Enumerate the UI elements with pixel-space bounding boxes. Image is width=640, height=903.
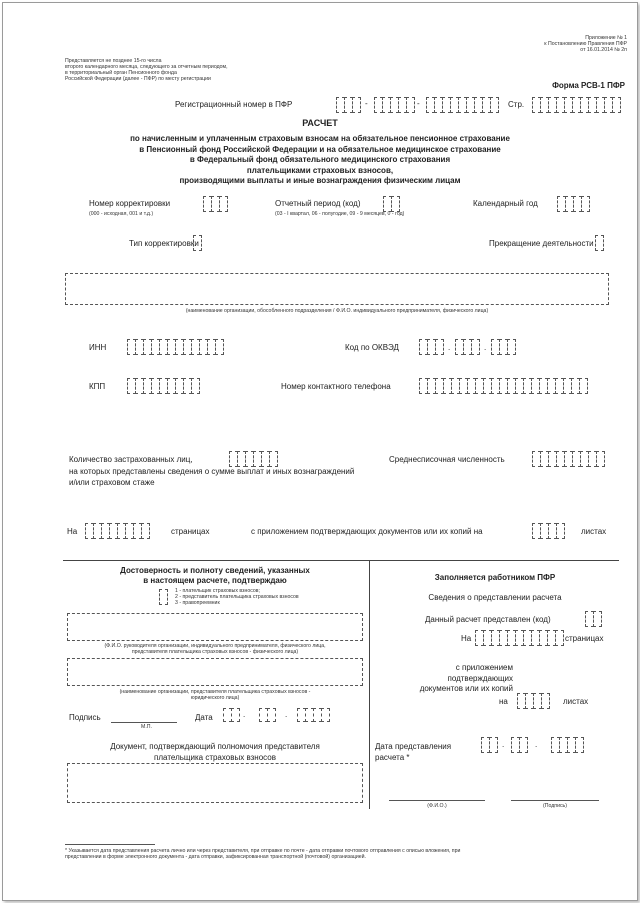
presented-code-label: Данный расчет представлен (код) [425, 615, 551, 624]
cell[interactable] [507, 339, 516, 355]
cell[interactable] [595, 235, 604, 251]
deadline-line: Представляется не позднее 15-го числа [65, 58, 162, 64]
cell[interactable] [391, 196, 400, 212]
headcount-cells[interactable] [532, 451, 604, 467]
submission-date-label [375, 741, 451, 763]
pfr-attachment-line: с приложением [455, 663, 513, 672]
signature-line[interactable] [111, 722, 177, 723]
cell[interactable] [612, 97, 621, 113]
authority-doc-title-line: плательщика страховых взносов [154, 753, 276, 762]
subtitle-line: плательщиками страховых взносов, [246, 165, 394, 175]
cell[interactable] [219, 196, 228, 212]
subtitle-line: в Федеральный фонд обязательного медицинского страхования [189, 155, 451, 164]
subtitle-line: по начисленным и уплаченным страховым взносам на обязательное пенсионное страхование [130, 134, 510, 143]
confirmation-title-line: Достоверность и полноту сведений, указанных [120, 566, 310, 575]
period-label: Отчетный период (код) [275, 199, 361, 208]
appendix-line: Приложение № 1 [585, 35, 627, 41]
cell[interactable] [406, 97, 415, 113]
org-name-hint: (наименование организации, обособленного подразделения / Ф.И.О. индивидуального предпринимателя, физического лица) [185, 308, 489, 314]
pfr-sheets-word: листах [563, 697, 589, 706]
authority-doc-title-line: Документ, подтверждающий полномочия представителя [110, 742, 320, 751]
insured-line: и/или страховом стаже [69, 478, 155, 487]
date-year-cells[interactable] [297, 708, 329, 722]
cell[interactable] [575, 737, 584, 753]
okved-part1[interactable] [419, 339, 443, 355]
pfr-fio-line[interactable] [389, 800, 485, 801]
pfr-pages-cells[interactable] [475, 630, 563, 646]
correction-hint: (000 - исходная, 001 и т.д.) [89, 211, 154, 217]
cell[interactable] [555, 630, 564, 646]
signer-fio-hint [67, 643, 363, 655]
termination-cell[interactable] [595, 235, 603, 251]
deadline-line: в территориальный орган Пенсионного фонда [65, 70, 177, 76]
subtitle-line: в Пенсионный фонд Российской Федерации и на обязательное медицинское страхование [139, 144, 501, 154]
page-number-cells[interactable] [532, 97, 620, 113]
dash: - [365, 99, 368, 108]
insured-line: Количество застрахованных лиц, [69, 455, 193, 464]
cell[interactable] [581, 196, 590, 212]
okved-part3[interactable] [491, 339, 515, 355]
deadline-line: второго календарного месяца, следующего за отчетным периодом, [65, 64, 228, 70]
signer-option: 1 - плательщик страховых взносов; [175, 588, 260, 594]
cell[interactable] [596, 451, 605, 467]
kpp-label: КПП [89, 382, 106, 391]
pfr-fio-caption: (Ф.И.О.) [427, 803, 447, 809]
cell[interactable] [579, 378, 588, 394]
confirmation-title-line: в настоящем расчете, подтверждаю [143, 576, 287, 585]
dot: . [448, 343, 451, 352]
submission-date-line: расчета * [375, 753, 410, 762]
page-label: Стр. [508, 100, 525, 109]
form-page [2, 2, 638, 901]
signer-fio-field[interactable] [67, 613, 363, 641]
representative-org-hint [67, 689, 363, 701]
cell[interactable] [471, 339, 480, 355]
correction-type-label: Тип корректировки [129, 239, 199, 248]
pfr-attachment-label [373, 663, 513, 695]
footnote [65, 848, 460, 860]
dot: . [285, 710, 288, 719]
inn-cells[interactable] [127, 339, 223, 355]
cell[interactable] [541, 693, 550, 709]
submission-year-cells[interactable] [551, 737, 583, 753]
pfr-signature-caption: (Подпись) [543, 803, 567, 809]
termination-label: Прекращение деятельности [489, 239, 594, 248]
cell[interactable] [231, 708, 240, 722]
headcount-label: Среднесписочная численность [389, 455, 505, 464]
representative-org-field[interactable] [67, 658, 363, 686]
correction-number-cells[interactable] [203, 196, 227, 212]
dash: - [417, 99, 420, 108]
pfr-pages-on: На [461, 634, 472, 643]
attachment-label: с приложением подтверждающих документов или их копий на [251, 527, 483, 536]
signer-fio-hint-line: (Ф.И.О. руководителя организации, индивидуального предпринимателя, физического лица, [104, 643, 326, 649]
cell[interactable] [593, 611, 602, 627]
appendix-line: к Постановлению Правления ПФР [544, 41, 627, 47]
insured-label [69, 454, 354, 489]
cell[interactable] [215, 339, 224, 355]
signer-option: 3 - правопреемник [175, 600, 220, 606]
cell[interactable] [141, 523, 150, 539]
period-code-cells[interactable] [383, 196, 399, 212]
cell[interactable] [435, 339, 444, 355]
signer-option: 2 - представитель плательщика страховых взносов [175, 594, 299, 600]
dot: . [484, 343, 487, 352]
footnote-separator [65, 844, 155, 845]
insured-line: на которых представлены сведения о сумме выплат и иных вознаграждений [69, 466, 355, 476]
form-code: Форма РСВ-1 ПФР [552, 81, 625, 90]
kpp-cells[interactable] [127, 378, 199, 394]
okved-part2[interactable] [455, 339, 479, 355]
reg-number-part1[interactable] [336, 97, 360, 113]
confirmation-title [65, 566, 365, 586]
appendix-note [544, 35, 627, 53]
pfr-attachment-line: подтверждающих [447, 673, 513, 683]
signer-fio-hint-line: представителя плательщика страховых взносов - физического лица) [131, 649, 299, 655]
dot: . [243, 710, 246, 719]
subtitle-line: производящими выплаты и иные вознаграждения физическим лицам [179, 176, 461, 185]
phone-label: Номер контактного телефона [281, 382, 391, 391]
reg-number-part2[interactable] [374, 97, 414, 113]
pfr-pages-word: страницах [565, 634, 604, 643]
presented-code-cells[interactable] [585, 611, 601, 627]
cell[interactable] [489, 737, 498, 753]
representative-org-hint-line: (наименование организации, представителя плательщика страховых взносов - [119, 689, 311, 695]
pfr-sheets-cells[interactable] [517, 693, 549, 709]
cell[interactable] [191, 378, 200, 394]
reg-number-part3[interactable] [426, 97, 498, 113]
pfr-signature-line[interactable] [511, 800, 599, 801]
submission-month-cells[interactable] [511, 737, 527, 753]
cell[interactable] [321, 708, 330, 722]
cell[interactable] [269, 451, 278, 467]
authority-doc-field[interactable] [67, 763, 363, 803]
pfr-section-title: Заполняется работником ПФР [434, 573, 556, 582]
pages-on-label: На [67, 527, 78, 536]
cell[interactable] [267, 708, 276, 722]
pfr-info-label: Сведения о представлении расчета [428, 593, 562, 602]
cell[interactable] [490, 97, 499, 113]
correction-label: Номер корректировки [89, 199, 171, 208]
submission-date-line: Дата представления [375, 742, 452, 751]
pages-word: страницах [171, 527, 210, 536]
period-hint: (03 - I квартал, 06 - полугодие, 09 - 9 месяцев, 0 - год) [275, 211, 405, 217]
section-vertical-divider [369, 560, 370, 809]
representative-org-hint-line: юридического лица) [190, 695, 240, 701]
org-name-field[interactable] [65, 273, 609, 305]
signature-label: Подпись [69, 713, 101, 722]
deadline-line: Российской Федерации (далее - ПФР) по месту регистрации [65, 76, 211, 82]
signer-options [175, 588, 299, 606]
signer-type-cell[interactable] [159, 589, 167, 605]
cell[interactable] [193, 235, 202, 251]
form-title: РАСЧЕТ [302, 118, 338, 128]
dot: . [502, 740, 505, 749]
pfr-attachment-line: документов или их копий [419, 684, 513, 693]
inn-label: ИНН [89, 343, 107, 352]
appendix-line: от 16.01.2014 № 2п [580, 47, 627, 53]
cell[interactable] [159, 589, 168, 605]
cell[interactable] [556, 523, 565, 539]
submission-day-cells[interactable] [481, 737, 497, 753]
date-label: Дата [195, 713, 213, 722]
cell[interactable] [519, 737, 528, 753]
okved-label: Код по ОКВЭД [345, 343, 399, 352]
deadline-note [65, 58, 228, 82]
date-month-cells[interactable] [259, 708, 275, 722]
correction-type-cell[interactable] [193, 235, 201, 251]
mp-label: М.П. [141, 724, 152, 730]
section-divider [63, 560, 619, 561]
sheets-word: листах [581, 527, 607, 536]
footnote-line: * Указывается дата представления расчета лично или через представителя, при отправке по почте - дата отправки почтового отправления с описью вложения, при [65, 848, 461, 854]
year-label: Календарный год [473, 199, 538, 208]
form-subtitle [3, 134, 637, 187]
pfr-sheets-on: на [499, 697, 508, 706]
authority-doc-title [67, 741, 363, 763]
date-day-cells[interactable] [223, 708, 239, 722]
sheets-count-cells[interactable] [532, 523, 564, 539]
cell[interactable] [352, 97, 361, 113]
phone-cells[interactable] [419, 378, 587, 394]
insured-count-cells[interactable] [229, 451, 277, 467]
pages-count-cells[interactable] [85, 523, 149, 539]
year-cells[interactable] [557, 196, 589, 212]
reg-number-label: Регистрационный номер в ПФР [175, 100, 293, 109]
dot: . [535, 740, 538, 749]
footnote-line: представлении в форме электронного документа - дата отправки, зафиксированная транспортной (почтовой) организацией. [65, 854, 366, 860]
